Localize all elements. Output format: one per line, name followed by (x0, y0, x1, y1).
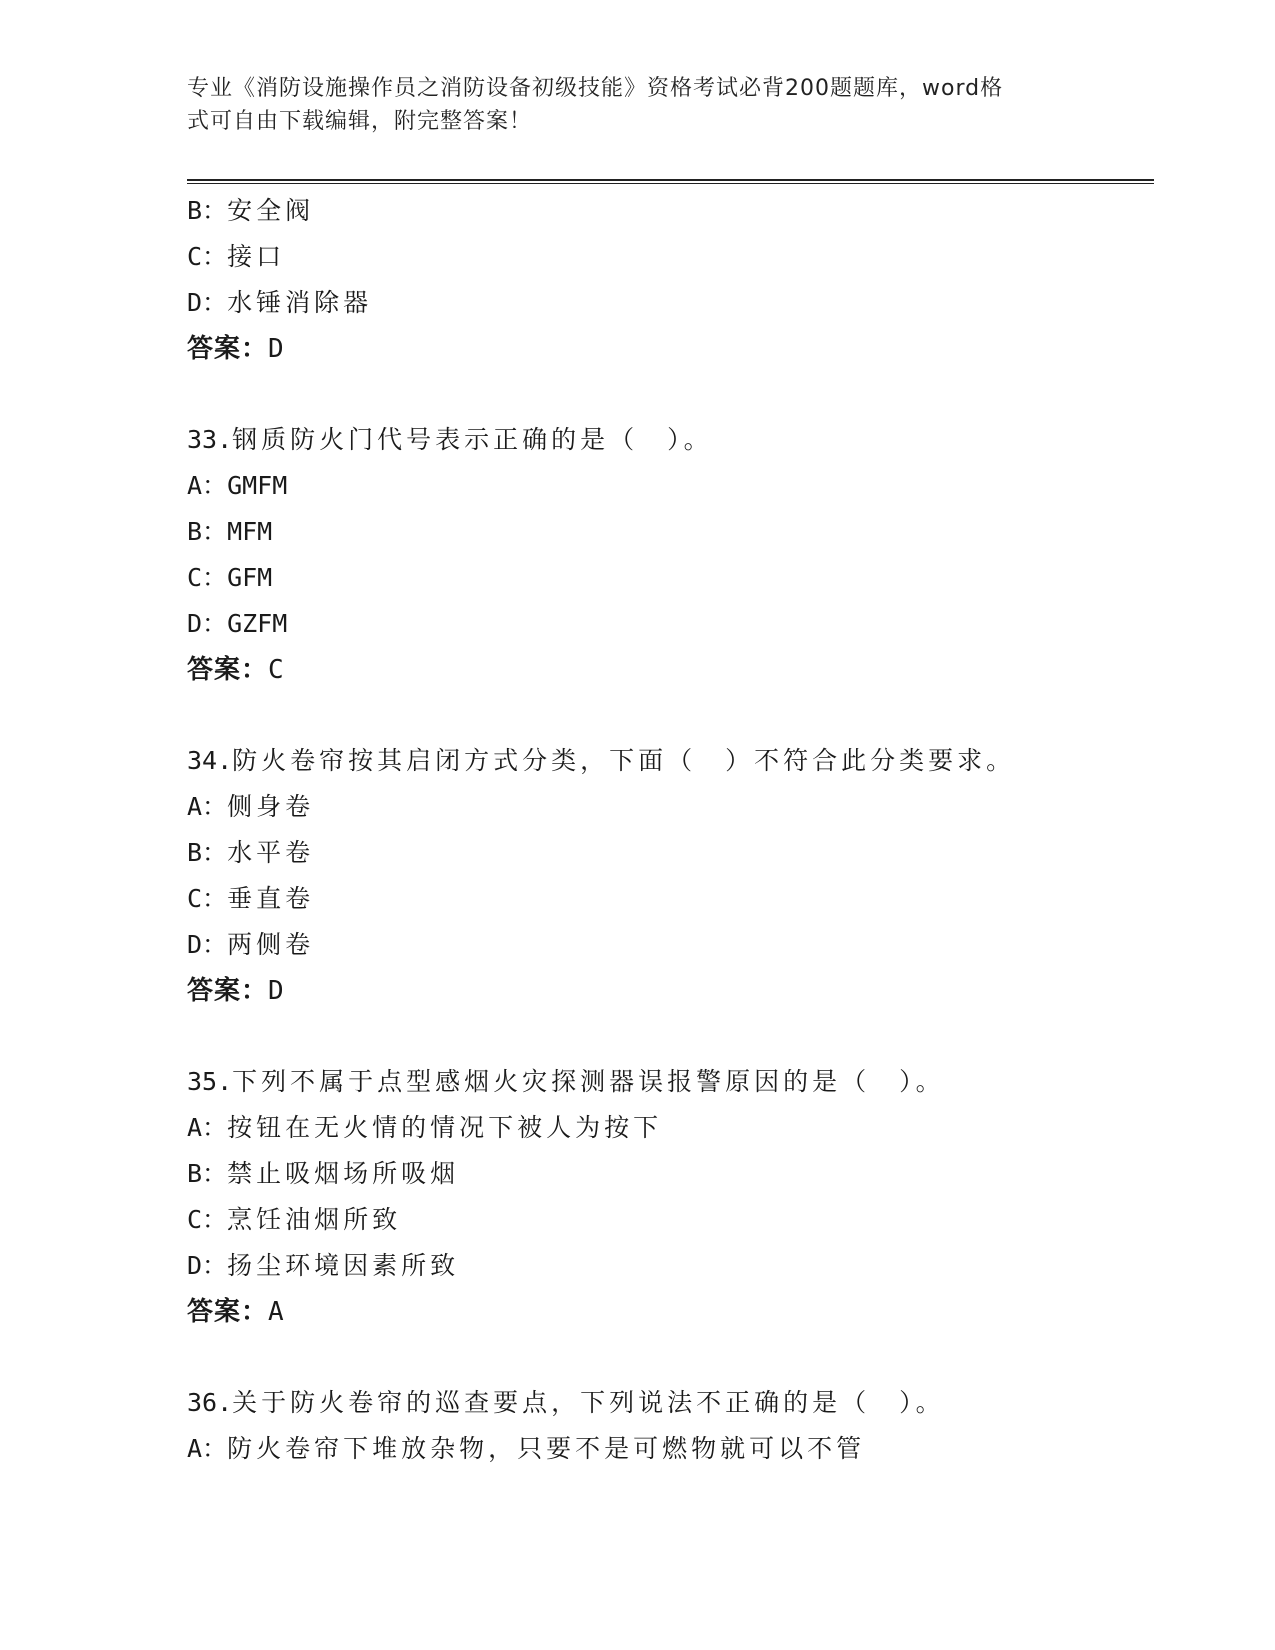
option-a: A：GMFM (187, 471, 288, 500)
option-c: C：GFM (187, 563, 273, 592)
question-36 (187, 1380, 1154, 1472)
option-c: C：垂直卷 (187, 884, 315, 913)
question-list (187, 188, 1154, 1472)
question-35 (187, 1059, 1154, 1335)
document-header (187, 72, 1067, 138)
option-d: D：GZFM (187, 609, 288, 638)
option-d: D：水锤消除器 (187, 288, 373, 317)
header-rule-thick (187, 179, 1154, 181)
option-a: A：按钮在无火情的情况下被人为按下 (187, 1113, 663, 1142)
header-rule-thin (187, 183, 1154, 184)
option-c: C：烹饪油烟所致 (187, 1205, 402, 1234)
option-d: D：扬尘环境因素所致 (187, 1251, 460, 1280)
answer-line: 答案：D (187, 976, 284, 1006)
option-b: B：水平卷 (187, 838, 315, 867)
answer-line: 答案：D (187, 334, 284, 364)
option-b: B：禁止吸烟场所吸烟 (187, 1159, 460, 1188)
question-stem: 35.下列不属于点型感烟火灾探测器误报警原因的是（ ）。 (187, 1067, 945, 1096)
question-33 (187, 417, 1154, 693)
question-stem: 33.钢质防火门代号表示正确的是（ ）。 (187, 425, 713, 454)
option-d: D：两侧卷 (187, 930, 315, 959)
question-stem: 34.防火卷帘按其启闭方式分类，下面（ ）不符合此分类要求。 (187, 746, 1016, 775)
header-line-2: 式可自由下载编辑，附完整答案！ (187, 109, 533, 134)
question-stem: 36.关于防火卷帘的巡查要点，下列说法不正确的是（ ）。 (187, 1388, 945, 1417)
option-a: A：防火卷帘下堆放杂物，只要不是可燃物就可以不管 (187, 1434, 866, 1463)
option-c: C：接口 (187, 242, 286, 271)
option-b: B：安全阀 (187, 196, 315, 225)
answer-line: 答案：A (187, 1297, 284, 1327)
option-b: B：MFM (187, 517, 273, 546)
question-34 (187, 738, 1154, 1014)
option-a: A：侧身卷 (187, 792, 315, 821)
answer-line: 答案：C (187, 655, 284, 685)
header-line-1: 专业《消防设施操作员之消防设备初级技能》资格考试必背200题题库，word格 (187, 76, 1004, 101)
question-32-tail (187, 188, 1154, 372)
